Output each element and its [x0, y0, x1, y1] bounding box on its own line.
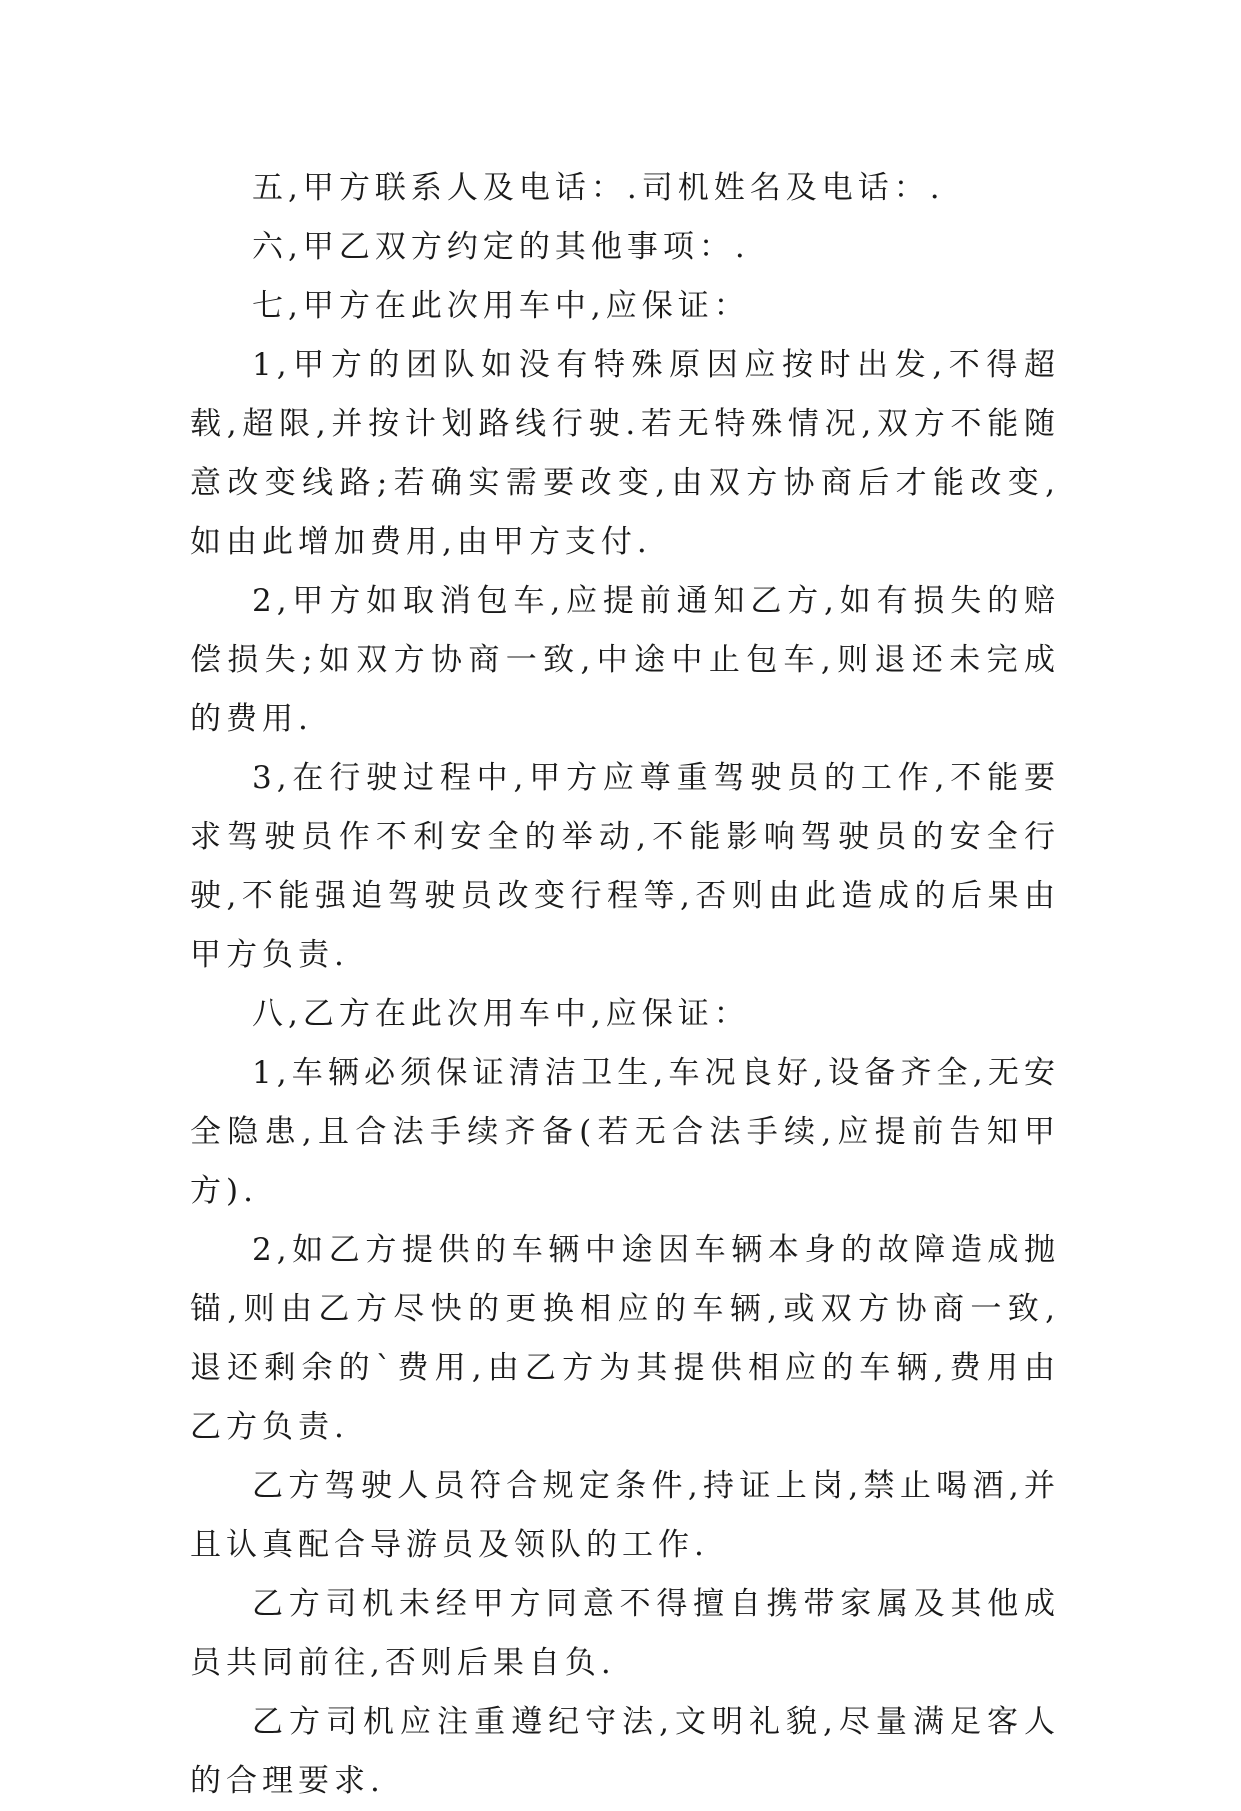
- paragraph-other-matters: 六,甲乙双方约定的其他事项：.: [252, 229, 750, 265]
- paragraph-party-a-heading: 七,甲方在此次用车中,应保证：: [252, 288, 750, 324]
- document-body: [190, 159, 1060, 1811]
- paragraph-party-a-item-3: 3,在行驶过程中,甲方应尊重驾驶员的工作,不能要求驾驶员作不利安全的举动,不能影响驾驶员的安全行驶,不能强迫驾驶员改变行程等,否则由此造成的后果由甲方负责.: [190, 760, 1060, 973]
- paragraph-driver-conduct: 乙方司机应注重遵纪守法,文明礼貌,尽量满足客人的合理要求.: [190, 1704, 1060, 1799]
- paragraph-party-b-item-2: 2,如乙方提供的车辆中途因车辆本身的故障造成抛锚,则由乙方尽快的更换相应的车辆,或双方协商一致,退还剩余的`费用,由乙方为其提供相应的车辆,费用由乙方负责.: [190, 1232, 1060, 1445]
- paragraph-driver-no-family: 乙方司机未经甲方同意不得擅自携带家属及其他成员共同前往,否则后果自负.: [190, 1586, 1060, 1681]
- paragraph-contact-info: 五,甲方联系人及电话：.司机姓名及电话：.: [252, 170, 945, 206]
- paragraph-party-a-item-2: 2,甲方如取消包车,应提前通知乙方,如有损失的赔偿损失;如双方协商一致,中途中止包车,则退还未完成的费用.: [190, 583, 1060, 737]
- paragraph-party-b-heading: 八,乙方在此次用车中,应保证：: [252, 996, 750, 1032]
- paragraph-driver-qualification: 乙方驾驶人员符合规定条件,持证上岗,禁止喝酒,并且认真配合导游员及领队的工作.: [190, 1468, 1060, 1563]
- paragraph-party-a-item-1: 1,甲方的团队如没有特殊原因应按时出发,不得超载,超限,并按计划路线行驶.若无特殊情况,双方不能随意改变线路;若确实需要改变,由双方协商后才能改变,如由此增加费用,由甲方支付.: [190, 347, 1060, 560]
- paragraph-party-b-item-1: 1,车辆必须保证清洁卫生,车况良好,设备齐全,无安全隐患,且合法手续齐备(若无合法手续,应提前告知甲方).: [190, 1055, 1060, 1209]
